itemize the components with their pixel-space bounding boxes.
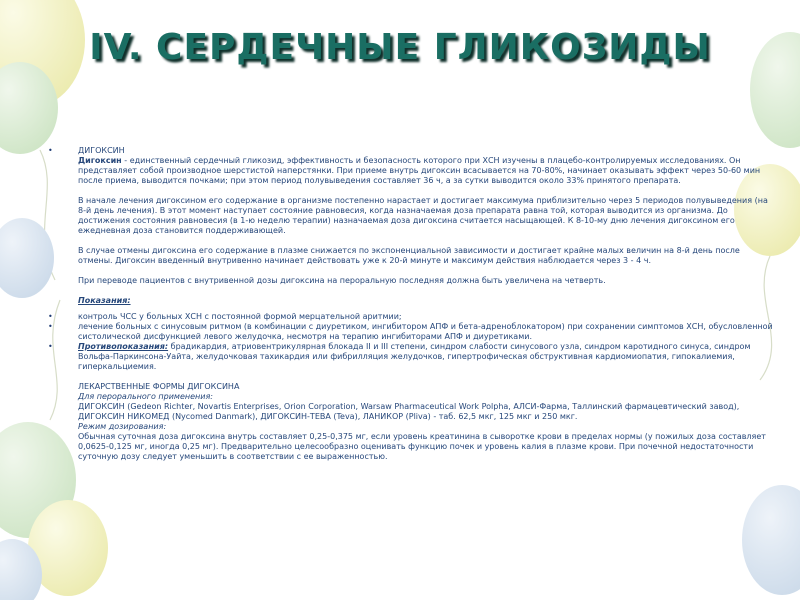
- digoxin-term: Дигоксин: [78, 156, 122, 165]
- bullet-glyph: •: [48, 322, 53, 331]
- bullet-item-digoxin: [48, 146, 776, 306]
- digoxin-intro-text: - единственный сердечный гликозид, эффективность и безопасность которого при ХСН изучены в плацебо-контролируемых исследованиях. Он представляет собой производное шерстистой наперстянки. При приеме внутрь дигоксин всасывается на 70-80%, начинает оказывать эффект через 50-60 мин после приема, выводится почками; при этом период полувыведения составляет 36 ч, а за сутки выводится около 33% принятого препарата.: [78, 156, 761, 185]
- slide-body: [48, 146, 776, 462]
- section-heading-digoxin: ДИГОКСИН: [78, 146, 125, 155]
- contraindications: [78, 342, 776, 372]
- digoxin-intro: [78, 156, 776, 186]
- digoxin-paragraph-4: При переводе пациентов с внутривенной дозы дигоксина на пероральную последняя должна быть увеличена на четверть.: [78, 276, 606, 285]
- bullet-item-indication-2: [48, 322, 776, 342]
- oral-use-label: Для перорального применения:: [78, 392, 213, 401]
- contraindications-label: Противопоказания:: [78, 342, 169, 351]
- contraindications-text: брадикардия, атриовентрикулярная блокада II и III степени, синдром слабости синусового узла, синдром каротидного синуса, синдром Вольфа-Паркинсона-Уайта, желудочковая тахикардия или фибрилляция желудочков, гипертрофическая обструктивная кардиомиопатия, гипокалиемия, гиперкальциемия.: [78, 342, 751, 371]
- slide-title: IV. СЕРДЕЧНЫЕ ГЛИКОЗИДЫ: [89, 27, 711, 68]
- balloon-shape: [0, 218, 54, 298]
- digoxin-paragraph-3: В случае отмены дигоксина его содержание в плазме снижается по экспоненциальной зависимости и достигает крайне малых величин на 8-й день после отмены. Дигоксин введенный внутривенно начинает действовать уже к 20-й минуте и максимум действия наблюдается через 3 - 4 ч.: [78, 246, 740, 265]
- digoxin-paragraph-2: В начале лечения дигоксином его содержание в организме постепенно нарастает и достигает максимума приблизительно через 5 периодов полувыведения (на 8-й день лечения). В этот момент наступает состояние равновесия, когда назначаемая доза препарата равна той, которая выводится из организма. До достижения состояния равновесия (в 1-ю неделю терапии) назначаемая доза дигоксина считается насыщающей. К 8-10-му дню лечения дигоксином его ежедневная доза становится поддерживающей.: [78, 196, 768, 235]
- dosage-forms-heading: ЛЕКАРСТВЕННЫЕ ФОРМЫ ДИГОКСИНА: [78, 382, 240, 391]
- indication-2-text: лечение больных с синусовым ритмом (в комбинации с диуретиком, ингибитором АПФ и бета-адреноблокатором) при сохранении симптомов ХСН, обусловленной систолической дисфункцией левого желудочка, несмотря на терапию ингибиторами АПФ и диуретиками.: [78, 322, 773, 341]
- bullet-glyph: •: [48, 312, 53, 321]
- balloon-shape: [742, 485, 800, 595]
- oral-use-text: ДИГОКСИН (Gedeon Richter, Novartis Enterprises, Orion Corporation, Warsaw Pharmaceutical Work Polpha, АЛСИ-Фарма, Таллинский фармацевтический завод), ДИГОКСИН НИКОМЕД (Nycomed Danmark), ДИГОКСИН-ТЕВА (Teva), ЛАНИКОР (Pliva) - таб. 62,5 мкг, 125 мкг и 250 мкг.: [78, 402, 740, 421]
- dosing-label: Режим дозирования:: [78, 422, 167, 431]
- dosing-text: Обычная суточная доза дигоксина внутрь составляет 0,25-0,375 мг, если уровень креатинина в сыворотке крови в пределах нормы (у пожилых доза составляет 0,0625-0,125 мг, иногда 0,25 мг). Предварительно целесообразно оценивать функцию почек и уровень калия в плазме крови. При почечной недостаточности суточную дозу следует уменьшить в соответствии с ее выраженностью.: [78, 432, 766, 461]
- indication-1-text: контроль ЧСС у больных ХСН с постоянной формой мерцательной аритмии;: [78, 312, 402, 321]
- bullet-glyph: •: [48, 146, 53, 155]
- bullet-glyph: •: [48, 342, 53, 351]
- bullet-item-indication-1: [48, 312, 776, 322]
- bullet-item-contraindications: [48, 342, 776, 462]
- indications-label: Показания:: [78, 296, 131, 305]
